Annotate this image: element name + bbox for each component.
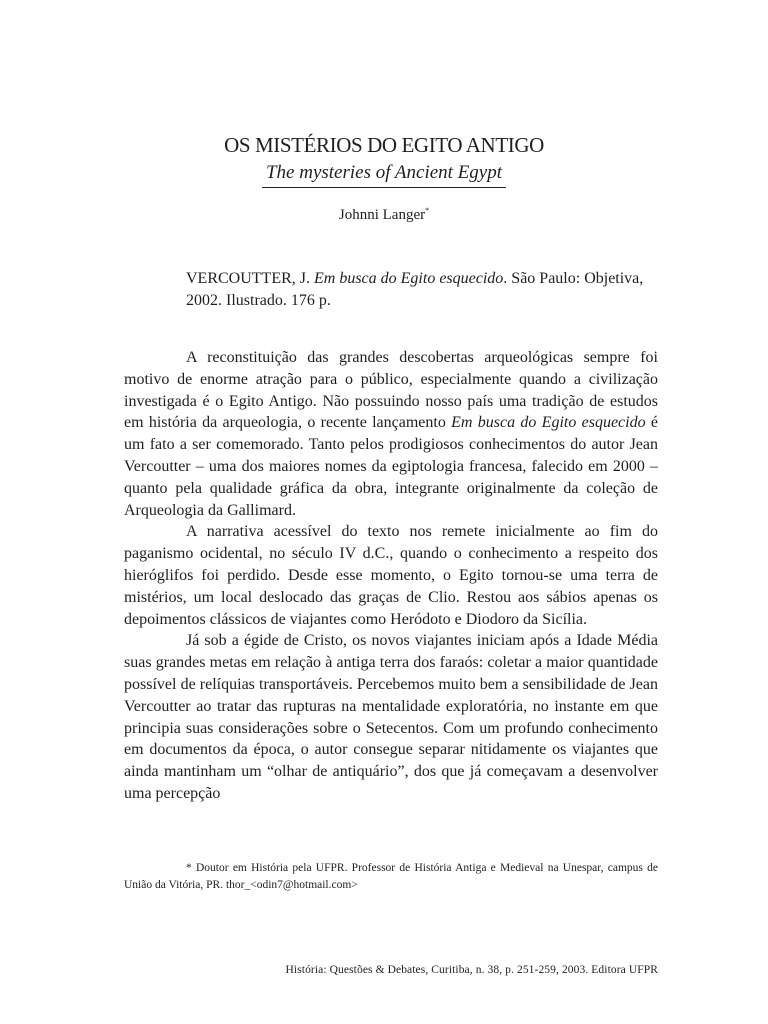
author-name: Johnni Langer bbox=[338, 207, 426, 223]
paragraph-1 bbox=[124, 347, 658, 521]
author-footnote: * Doutor em História pela UFPR. Professor de História Antiga e Medieval na Unespar, campus de União da Vitória, PR. thor_<odin7@hotmail.com> bbox=[124, 862, 658, 891]
article-title: OS MISTÉRIOS DO EGITO ANTIGO bbox=[224, 133, 544, 157]
author-footnote-mark: * bbox=[425, 206, 430, 215]
article-subtitle: The mysteries of Ancient Egypt bbox=[262, 162, 506, 188]
paragraph-2: A narrativa acessível do texto nos remete inicialmente ao fim do paganismo ocidental, no século IV d.C., quando o conhecimento a respeito dos hieróglifos foi perdido. Desde esse momento, o Egito tornou-se uma terra de mistérios, um local deslocado das graças de Clio. Restou aos sábios apenas os depoimentos clássicos de viajantes como Heródoto e Diodoro da Sicília. bbox=[124, 523, 658, 628]
reference-book-title: Em busca do Egito esquecido bbox=[314, 270, 504, 287]
paragraph-1-part-a: A reconstituição das grandes descobertas arqueológicas sempre foi motivo de enorme atração para o público, especialmente quando a civilização investigada é o Egito Antigo. Não possuindo nosso país uma tradição de estudos em história da arqueologia, o recente lançamento bbox=[124, 349, 658, 432]
paragraph-3: Já sob a égide de Cristo, os novos viajantes iniciam após a Idade Média suas grandes metas em relação à antiga terra dos faraós: coletar a maior quantidade possível de relíquias transportáveis. Percebemos muito bem a sensibilidade de Jean Vercoutter ao tratar das rupturas na mentalidade exploratória, no instante em que principia suas considerações sobre o Setecentos. Com um profundo conhecimento em documentos da época, o autor consegue separar nitidamente os viajantes que ainda mantinham um “olhar de antiquário”, dos que já começavam a desenvolver uma percepção bbox=[124, 632, 658, 802]
journal-footer: História: Questões & Debates, Curitiba, n. 38, p. 251-259, 2003. Editora UFPR bbox=[285, 964, 658, 976]
reference-details: . São Paulo: Objetiva, 2002. Ilustrado. 176 p. bbox=[186, 270, 644, 309]
reference-author: VERCOUTTER, J. bbox=[186, 270, 310, 287]
paragraph-1-part-c: é um fato a ser comemorado. Tanto pelos prodigiosos conhecimentos do autor Jean Vercoutter – uma dos maiores nomes da egiptologia francesa, falecido em 2000 – quanto pela qualidade gráfica da obra, integrante originalmente da coleção de Arqueologia da Gallimard. bbox=[124, 414, 659, 519]
author-line bbox=[0, 206, 768, 224]
book-reference bbox=[186, 268, 656, 312]
paragraph-1-book-title: Em busca do Egito esquecido bbox=[451, 414, 646, 432]
article-subtitle-wrapper bbox=[0, 162, 768, 188]
article-body bbox=[124, 347, 658, 805]
